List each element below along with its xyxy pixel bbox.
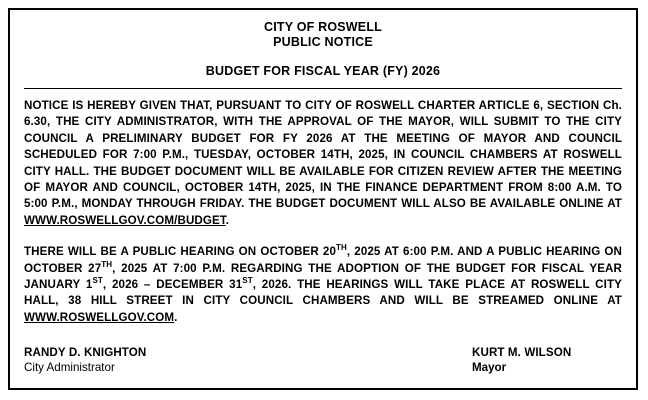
paragraph2-text-part3: , 2025 AT 7:00 P.M. REGARDING THE ADOPTION OF THE BUDGET FOR FISCAL YEAR JANUARY 1 — [24, 261, 622, 292]
header-line-public-notice: PUBLIC NOTICE — [273, 35, 373, 49]
document-subtitle: BUDGET FOR FISCAL YEAR (FY) 2026 — [205, 64, 441, 78]
horizontal-divider — [24, 88, 622, 89]
paragraph-budget-submission — [24, 98, 622, 229]
document-header — [24, 20, 622, 50]
paragraph2-text-part5: , 2026. THE HEARINGS WILL TAKE PLACE AT ROSWELL CITY HALL, 38 HILL STREET IN CITY COUNCIL CHAMBERS AND WILL BE STREAMED ONLINE AT — [24, 278, 622, 308]
city-website-link[interactable]: WWW.ROSWELLGOV.COM — [24, 310, 175, 324]
paragraph1-text-part2: . — [225, 213, 230, 227]
ordinal-suffix-3: ST — [92, 276, 103, 286]
ordinal-suffix-2: TH — [101, 259, 113, 269]
paragraph2-text-part2: , 2025 AT 6:00 P.M. AND A PUBLIC HEARING ON OCTOBER 27 — [24, 245, 622, 275]
paragraph2-text-part6: . — [174, 310, 178, 324]
administrator-title: City Administrator — [24, 361, 115, 375]
ordinal-suffix-1: TH — [336, 243, 347, 253]
paragraph-public-hearings — [24, 244, 622, 326]
signature-block — [24, 345, 622, 375]
paragraph2-text-part4: , 2026 – DECEMBER 31 — [102, 278, 243, 292]
paragraph2-text-part1: THERE WILL BE A PUBLIC HEARING ON OCTOBER 20 — [24, 245, 336, 259]
ordinal-suffix-4: ST — [242, 276, 253, 286]
paragraph1-text-part1: NOTICE IS HEREBY GIVEN THAT, PURSUANT TO CITY OF ROSWELL CHARTER ARTICLE 6, SECTION Ch. 6.30, THE CITY ADMINISTRATOR, WITH THE APPROVAL OF THE MAYOR, WILL SUBMIT TO THE CITY COUNCIL A PRELIMINARY BUDGET FOR FY 2026 AT THE MEETING OF MAYOR AND COUNCIL SCHEDULED FOR 7:00 P.M., TUESDAY, OCTOBER 14TH, 2025, IN COUNCIL CHAMBERS AT ROSWELL CITY HALL. THE BUDGET DOCUMENT WILL BE AVAILABLE FOR CITIZEN REVIEW AFTER THE MEETING OF MAYOR AND COUNCIL, OCTOBER 14TH, 2025, IN THE FINANCE DEPARTMENT FROM 8:00 A.M. TO 5:00 P.M., MONDAY THROUGH FRIDAY. THE BUDGET DOCUMENT WILL ALSO BE AVAILABLE ONLINE AT — [24, 99, 622, 211]
mayor-title: Mayor — [472, 361, 507, 375]
signature-mayor — [472, 345, 622, 375]
mayor-name: KURT M. WILSON — [472, 346, 572, 360]
public-notice-document — [8, 8, 638, 390]
signature-city-administrator — [24, 345, 146, 375]
administrator-name: RANDY D. KNIGHTON — [24, 346, 147, 360]
budget-website-link[interactable]: WWW.ROSWELLGOV.COM/BUDGET — [24, 213, 226, 227]
header-line-city: CITY OF ROSWELL — [263, 20, 383, 34]
